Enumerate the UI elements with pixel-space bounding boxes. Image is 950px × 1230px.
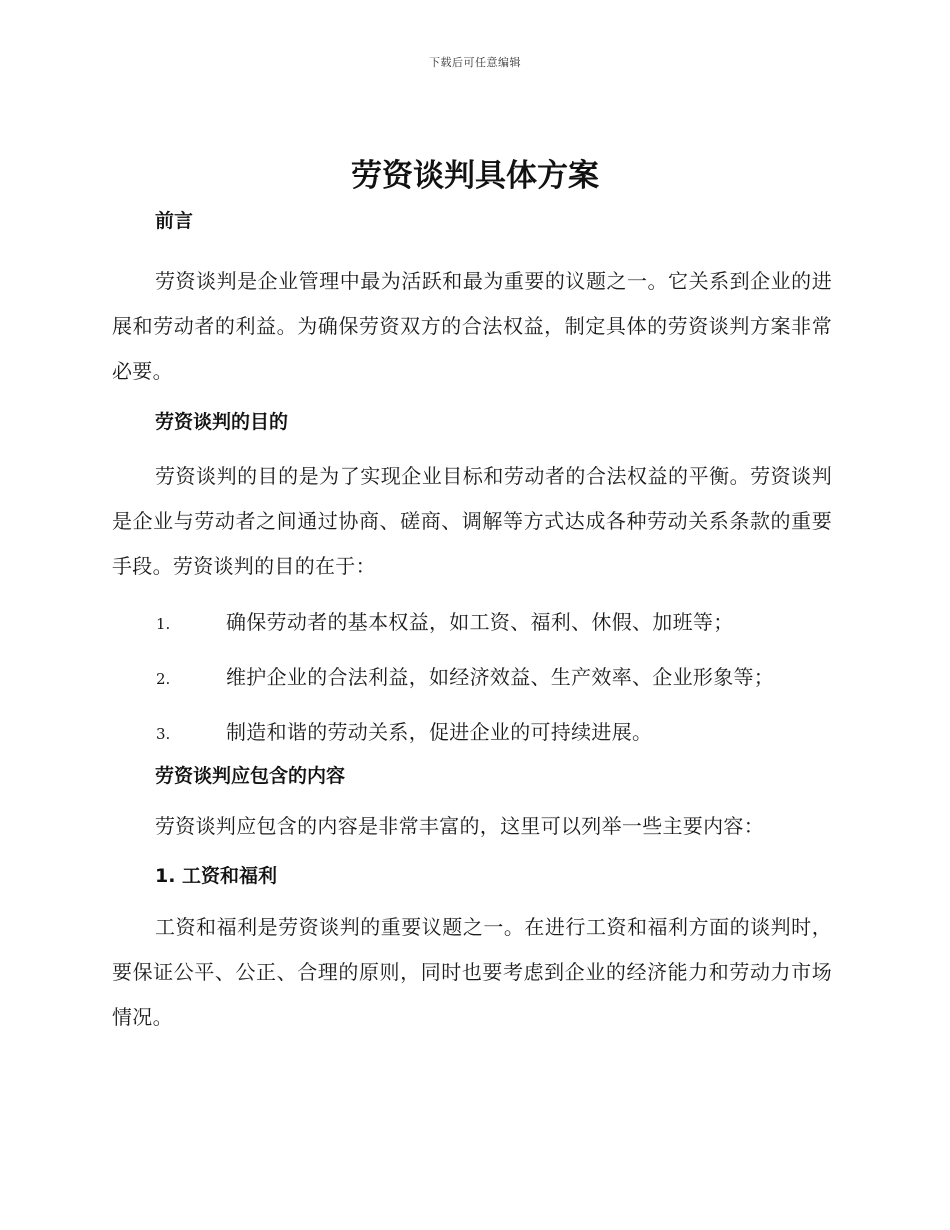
list-item xyxy=(112,650,832,705)
list-item-text: 确保劳动者的基本权益，如工资、福利、休假、加班等； xyxy=(226,610,734,634)
section-heading-purpose: 劳资谈判的目的 xyxy=(155,411,289,433)
page-header-note: 下载后可任意编辑 xyxy=(429,56,521,69)
list-item-text: 制造和谐的劳动关系，促进企业的可持续进展。 xyxy=(226,720,653,744)
section-heading-wage: 1. 工资和福利 xyxy=(155,865,278,887)
paragraph-wage: 工资和福利是劳资谈判的重要议题之一。在进行工资和福利方面的谈判时，要保证公平、公正、合理的原则，同时也要考虑到企业的经济能力和劳动力市场情况。 xyxy=(112,915,832,1029)
list-item-number: 1. xyxy=(156,615,171,633)
purpose-list xyxy=(112,595,832,760)
document-body xyxy=(112,205,832,1040)
list-item xyxy=(112,705,832,760)
section-heading-content: 劳资谈判应包含的内容 xyxy=(155,765,346,787)
paragraph-intro: 劳资谈判是企业管理中最为活跃和最为重要的议题之一。它关系到企业的进展和劳动者的利益。为确保劳资双方的合法权益，制定具体的劳资谈判方案非常必要。 xyxy=(112,269,832,383)
list-item xyxy=(112,595,832,650)
list-item-number: 2. xyxy=(156,670,171,688)
paragraph-content: 劳资谈判应包含的内容是非常丰富的，这里可以列举一些主要内容： xyxy=(155,814,764,838)
document-title: 劳资谈判具体方案 xyxy=(351,158,599,194)
list-item-number: 3. xyxy=(156,725,171,743)
section-heading-intro: 前言 xyxy=(155,210,194,232)
paragraph-purpose: 劳资谈判的目的是为了实现企业目标和劳动者的合法权益的平衡。劳资谈判是企业与劳动者之间通过协商、磋商、调解等方式达成各种劳动关系条款的重要手段。劳资谈判的目的在于： xyxy=(112,464,832,578)
list-item-text: 维护企业的合法利益，如经济效益、生产效率、企业形象等； xyxy=(226,665,775,689)
